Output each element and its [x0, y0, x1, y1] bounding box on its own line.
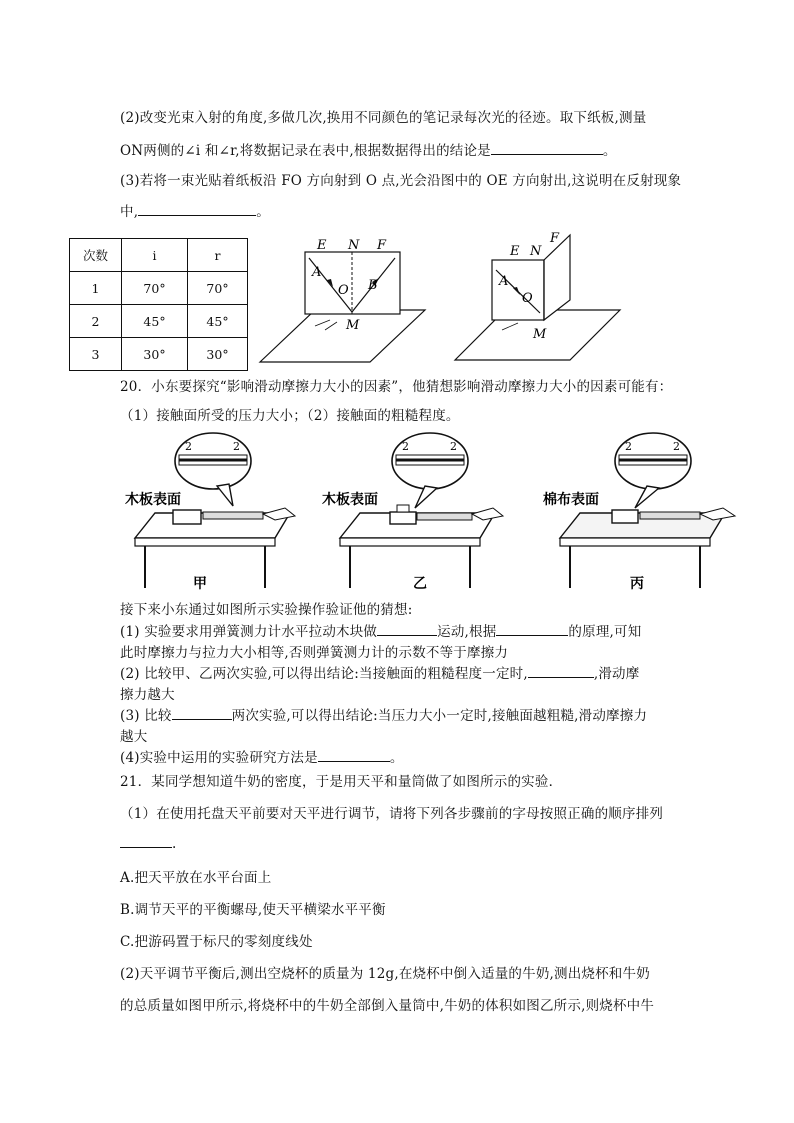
q20-s3-line2: 越大	[120, 729, 148, 745]
reflection-data-table	[69, 238, 248, 371]
q20-s4-text: (4)实验中运用的实验研究方法是	[120, 750, 318, 766]
answer-blank[interactable]	[491, 141, 603, 155]
q20-s2-text: (2) 比较甲、乙两次实验,可以得出结论:当接触面的粗糙程度一定时,	[120, 666, 528, 682]
friction-experiment-figure	[125, 428, 755, 598]
scale-number: 2	[185, 440, 192, 453]
surface-label: 木板表面	[125, 492, 181, 508]
scale-number: 2	[402, 440, 409, 453]
q19-part3-end: 。	[256, 204, 270, 220]
q19-part3-line2	[120, 200, 270, 220]
answer-blank[interactable]	[496, 622, 568, 636]
label-E: E	[317, 238, 327, 253]
answer-blank[interactable]	[120, 834, 172, 848]
q20-s1-mid: 运动,根据	[437, 624, 497, 640]
q21-part2-line1: (2)天平调节平衡后,测出空烧杯的质量为 12g,在烧杯中倒入适量的牛奶,测出烧杯和牛奶	[120, 966, 650, 982]
table-header-cell: r	[188, 239, 248, 272]
q20-s3-end: 两次实验,可以得出结论:当压力大小一定时,接触面越粗糙,滑动摩擦力	[231, 708, 648, 724]
q20-s3-line1	[120, 704, 647, 724]
table-row	[70, 338, 248, 371]
label-A: A	[499, 274, 509, 289]
table-cell: 45°	[122, 305, 188, 338]
surface-label: 棉布表面	[543, 492, 599, 508]
answer-blank[interactable]	[172, 706, 232, 720]
scale-number: 2	[673, 440, 680, 453]
q21-part1: （1）在使用托盘天平前要对天平进行调节，请将下列各步骤前的字母按照正确的顺序排列	[120, 806, 664, 822]
q19-part2-end: 。	[602, 143, 617, 159]
q21-part1-blank-line	[120, 834, 177, 852]
q21-part2-line2: 的总质量如图甲所示,将烧杯中的牛奶全部倒入量筒中,牛奶的体积如图乙所示,则烧杯中牛	[120, 998, 655, 1014]
label-M: M	[533, 327, 547, 342]
panel-label: 乙	[413, 576, 427, 592]
q19-part3-text: 中,	[120, 204, 139, 220]
q20-s2-line1	[120, 662, 639, 682]
q20-s1-end: 的原理,可知	[568, 624, 642, 640]
q21-option-a: A.把天平放在水平台面上	[120, 870, 272, 886]
q19-part3-line1: (3)若将一束光贴着纸板沿 FO 方向射到 O 点,光会沿图中的 OE 方向射出,这说明在反射现象	[120, 173, 682, 189]
reflection-figure-flat	[255, 232, 445, 367]
q20-factors: （1）接触面所受的压力大小；（2）接触面的粗糙程度。	[120, 408, 460, 424]
label-B: B	[368, 278, 378, 293]
label-E: E	[510, 244, 520, 259]
label-O: O	[338, 283, 349, 298]
table-row	[70, 305, 248, 338]
table-cell: 2	[70, 305, 122, 338]
q20-lead: 接下来小东通过如图所示实验操作验证他的猜想:	[120, 602, 413, 618]
panel-jia	[125, 433, 295, 592]
answer-blank[interactable]	[377, 622, 437, 636]
q20-s2-end: ,滑动摩	[593, 666, 640, 682]
q20-s4	[120, 746, 404, 766]
answer-blank[interactable]	[318, 748, 390, 762]
q20-s2-line2: 擦力越大	[120, 687, 175, 703]
q21-part1-end: .	[172, 836, 177, 852]
q20-s4-end: 。	[389, 750, 404, 766]
table-cell: 3	[70, 338, 122, 371]
scale-number: 2	[233, 440, 240, 453]
surface-label: 木板表面	[322, 492, 378, 508]
q20-intro: 20．小东要探究“影响滑动摩擦力大小的因素”，他猜想影响滑动摩擦力大小的因素可能有：	[120, 379, 673, 395]
answer-blank[interactable]	[138, 202, 256, 216]
label-N: N	[348, 238, 360, 253]
answer-blank[interactable]	[528, 664, 594, 678]
table-cell: 30°	[188, 338, 248, 371]
q21-option-b: B.调节天平的平衡螺母,使天平横梁水平平衡	[120, 902, 386, 918]
label-F: F	[550, 231, 560, 246]
q21-option-c: C.把游码置于标尺的零刻度线处	[120, 934, 313, 950]
label-N: N	[530, 244, 542, 259]
table-cell: 45°	[188, 305, 248, 338]
table-cell: 70°	[188, 272, 248, 305]
scale-number: 2	[450, 440, 457, 453]
table-header-row	[70, 239, 248, 272]
q19-part2-line2	[120, 139, 617, 159]
table-cell: 1	[70, 272, 122, 305]
q20-s1-line2: 此时摩擦力与拉力大小相等,否则弹簧测力计的示数不等于摩擦力	[120, 645, 509, 661]
table-header-cell: i	[122, 239, 188, 272]
q21-intro: 21．某同学想知道牛奶的密度，于是用天平和量筒做了如图所示的实验．	[120, 774, 563, 790]
q20-s1-line1	[120, 620, 641, 640]
panel-label: 甲	[193, 576, 207, 592]
label-F: F	[377, 238, 387, 253]
label-A: A	[312, 265, 322, 280]
label-O: O	[522, 291, 533, 306]
panel-yi	[322, 433, 503, 592]
label-M: M	[346, 318, 360, 333]
panel-bing	[543, 433, 735, 592]
scale-number: 2	[625, 440, 632, 453]
table-row	[70, 272, 248, 305]
table-cell: 70°	[122, 272, 188, 305]
table-header-cell: 次数	[70, 239, 122, 272]
reflection-figure-folded	[450, 225, 625, 365]
panel-label: 丙	[630, 576, 644, 592]
q20-s3-text: (3) 比较	[120, 708, 172, 724]
q20-s1-text: (1) 实验要求用弹簧测力计水平拉动木块做	[120, 624, 378, 640]
table-cell: 30°	[122, 338, 188, 371]
q19-part2-line1: (2)改变光束入射的角度,多做几次,换用不同颜色的笔记录每次光的径迹。取下纸板,测量	[120, 110, 647, 126]
q19-part2-text: ON两侧的∠i 和∠r,将数据记录在表中,根据数据得出的结论是	[120, 143, 491, 159]
